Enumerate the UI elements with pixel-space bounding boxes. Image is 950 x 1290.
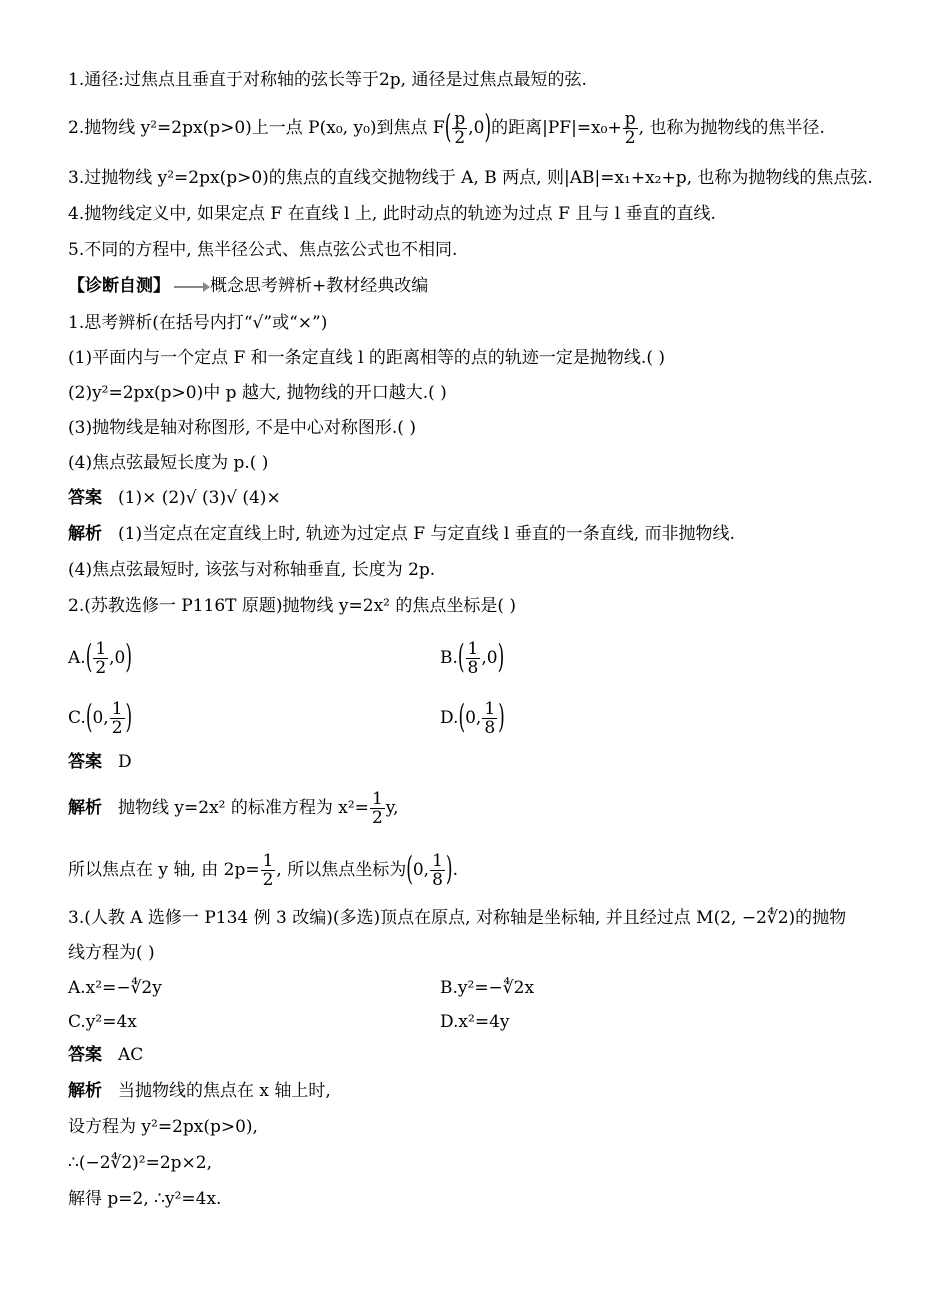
q3-answer: 答案 AC bbox=[68, 1045, 144, 1065]
note-2-suffix: , 也称为抛物线的焦半径. bbox=[638, 118, 825, 138]
q3-option-a: A.x²=−∜2y bbox=[68, 978, 162, 998]
q2-option-d: D.(0, $\frac{1}{8}$ ) bbox=[440, 699, 505, 738]
option-a-fraction: $\frac{1}{2}$ bbox=[95, 639, 107, 678]
q2-analysis-1: 解析 抛物线 y=2x² 的标准方程为 x²= $\frac{1}{2}$ y, bbox=[68, 789, 399, 828]
section-tag: 【诊断自测】 bbox=[68, 276, 170, 296]
q2-option-a: A.( $\frac{1}{2}$ ,0) bbox=[68, 639, 133, 678]
q1-statement-3: (3)抛物线是轴对称图形, 不是中心对称图形.( ) bbox=[68, 418, 416, 438]
q3-title-1: 3.(人教 A 选修一 P134 例 3 改编)(多选)顶点在原点, 对称轴是坐标轴, 并且经过点 M(2, −2∜2)的抛物 bbox=[68, 908, 847, 928]
q1-statement-2: (2)y²=2px(p>0)中 p 越大, 抛物线的开口越大.( ) bbox=[68, 383, 447, 403]
analysis-fraction: $\frac{1}{2}$ bbox=[371, 789, 383, 828]
q1-analysis-2: (4)焦点弦最短时, 该弦与对称轴垂直, 长度为 2p. bbox=[68, 560, 436, 580]
q1-title: 1.思考辨析(在括号内打“√”或“×”) bbox=[68, 313, 328, 333]
analysis-label: 解析 bbox=[68, 524, 102, 544]
section-heading bbox=[68, 274, 428, 298]
option-c-fraction: $\frac{1}{2}$ bbox=[111, 699, 123, 738]
q3-option-d: D.x²=4y bbox=[440, 1012, 510, 1032]
answer-text: (1)× (2)√ (3)√ (4)× bbox=[118, 488, 281, 508]
q1-answer bbox=[68, 486, 281, 510]
note-5: 5.不同的方程中, 焦半径公式、焦点弦公式也不相同. bbox=[68, 240, 458, 260]
note-2-prefix: 2.抛物线 y²=2px(p>0)上一点 P(x₀, y₀)到焦点 F bbox=[68, 118, 445, 138]
arrow-icon bbox=[174, 286, 208, 288]
note-3: 3.过抛物线 y²=2px(p>0)的焦点的直线交抛物线于 A, B 两点, 则|AB|=x₁+x₂+p, 也称为抛物线的焦点弦. bbox=[68, 168, 873, 188]
q3-analysis-4: 解得 p=2, ∴y²=4x. bbox=[68, 1189, 222, 1209]
q3-option-c: C.y²=4x bbox=[68, 1012, 137, 1032]
note-1: 1.通径:过焦点且垂直于对称轴的弦长等于2p, 通径是过焦点最短的弦. bbox=[68, 70, 587, 90]
q2-analysis-2: 所以焦点在 y 轴, 由 2p= $\frac{1}{2}$ , 所以焦点坐标为(0, $\frac{1}{8}$ ). bbox=[68, 851, 458, 890]
q3-analysis-2: 设方程为 y²=2px(p>0), bbox=[68, 1117, 258, 1137]
q2-title: 2.(苏教选修一 P116T 原题)抛物线 y=2x² 的焦点坐标是( ) bbox=[68, 596, 517, 616]
q2-answer: 答案 D bbox=[68, 752, 132, 772]
q3-title-2: 线方程为( ) bbox=[68, 943, 155, 963]
answer-label: 答案 bbox=[68, 488, 102, 508]
option-b-fraction: $\frac{1}{8}$ bbox=[467, 639, 479, 678]
section-subtitle: 概念思考辨析+教材经典改编 bbox=[210, 276, 429, 296]
q1-analysis-1: 解析 (1)当定点在定直线上时, 轨迹为过定点 F 与定直线 l 垂直的一条直线, 而非抛物线. bbox=[68, 524, 735, 544]
q1-statement-4: (4)焦点弦最短长度为 p.( ) bbox=[68, 453, 269, 473]
note-2-fraction-p-over-2: $\frac{p}{2}$ bbox=[454, 109, 466, 148]
option-d-fraction: $\frac{1}{8}$ bbox=[484, 699, 496, 738]
note-4: 4.抛物线定义中, 如果定点 F 在直线 l 上, 此时动点的轨迹为过点 F 且与 l 垂直的直线. bbox=[68, 204, 716, 224]
note-2-middle: 的距离|PF|=x₀+ bbox=[491, 118, 622, 138]
q1-statement-1: (1)平面内与一个定点 F 和一条定直线 l 的距离相等的点的轨迹一定是抛物线.( ) bbox=[68, 348, 665, 368]
q2-option-b: B.( $\frac{1}{8}$ ,0) bbox=[440, 639, 505, 678]
q3-analysis-3: ∴(−2∜2)²=2p×2, bbox=[68, 1153, 213, 1173]
q3-analysis-1: 解析 当抛物线的焦点在 x 轴上时, bbox=[68, 1081, 331, 1101]
note-2: 2.抛物线 y²=2px(p>0)上一点 P(x₀, y₀)到焦点 F( $\frac{p}{2}$ ,0)的距离|PF|=x₀+ $\frac{p}{2}$ , 也称为抛物线的焦半径. bbox=[68, 109, 825, 148]
q3-option-b: B.y²=−∜2x bbox=[440, 978, 535, 998]
q2-option-c: C.(0, $\frac{1}{2}$ ) bbox=[68, 699, 133, 738]
note-2-fraction-p-over-2b: $\frac{p}{2}$ bbox=[624, 109, 636, 148]
